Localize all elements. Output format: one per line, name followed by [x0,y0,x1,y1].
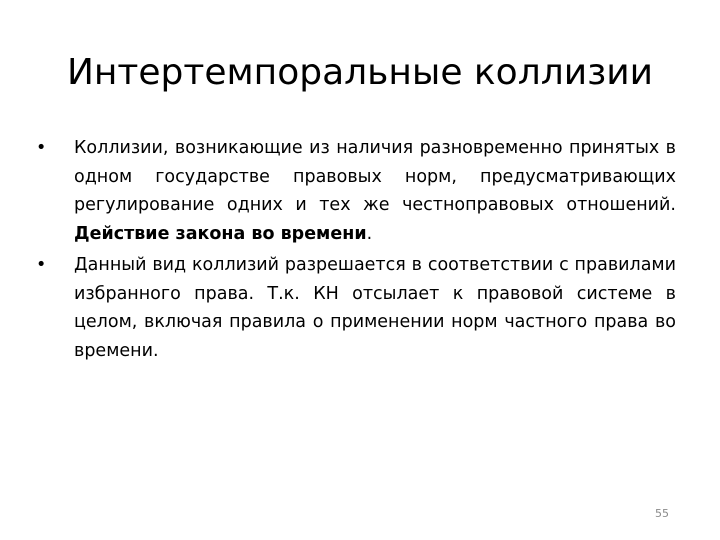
slide-title: Интертемпоральные коллизии [66,52,654,93]
bullet-text: Данный вид коллизий разрешается в соответствии с правилами избранного права. Т.к. КН отсылает к правовой системе в целом, включая правила о применении норм частного права во времени. [74,255,676,361]
bullet-bold-text: Действие закона во времени [74,223,367,244]
bullet-text: Коллизии, возникающие из наличия разновременно принятых в одном государстве правовых норм, предусматривающих регулирование одних и тех же честноправовых отношений. [74,138,676,215]
bullet-item [36,134,676,248]
bullet-list [36,134,676,368]
bullet-text-tail: . [366,223,373,244]
bullet-marker: • [36,138,47,158]
bullet-marker: • [36,255,47,275]
bullet-item [36,251,676,365]
page-number: 55 [655,507,669,520]
